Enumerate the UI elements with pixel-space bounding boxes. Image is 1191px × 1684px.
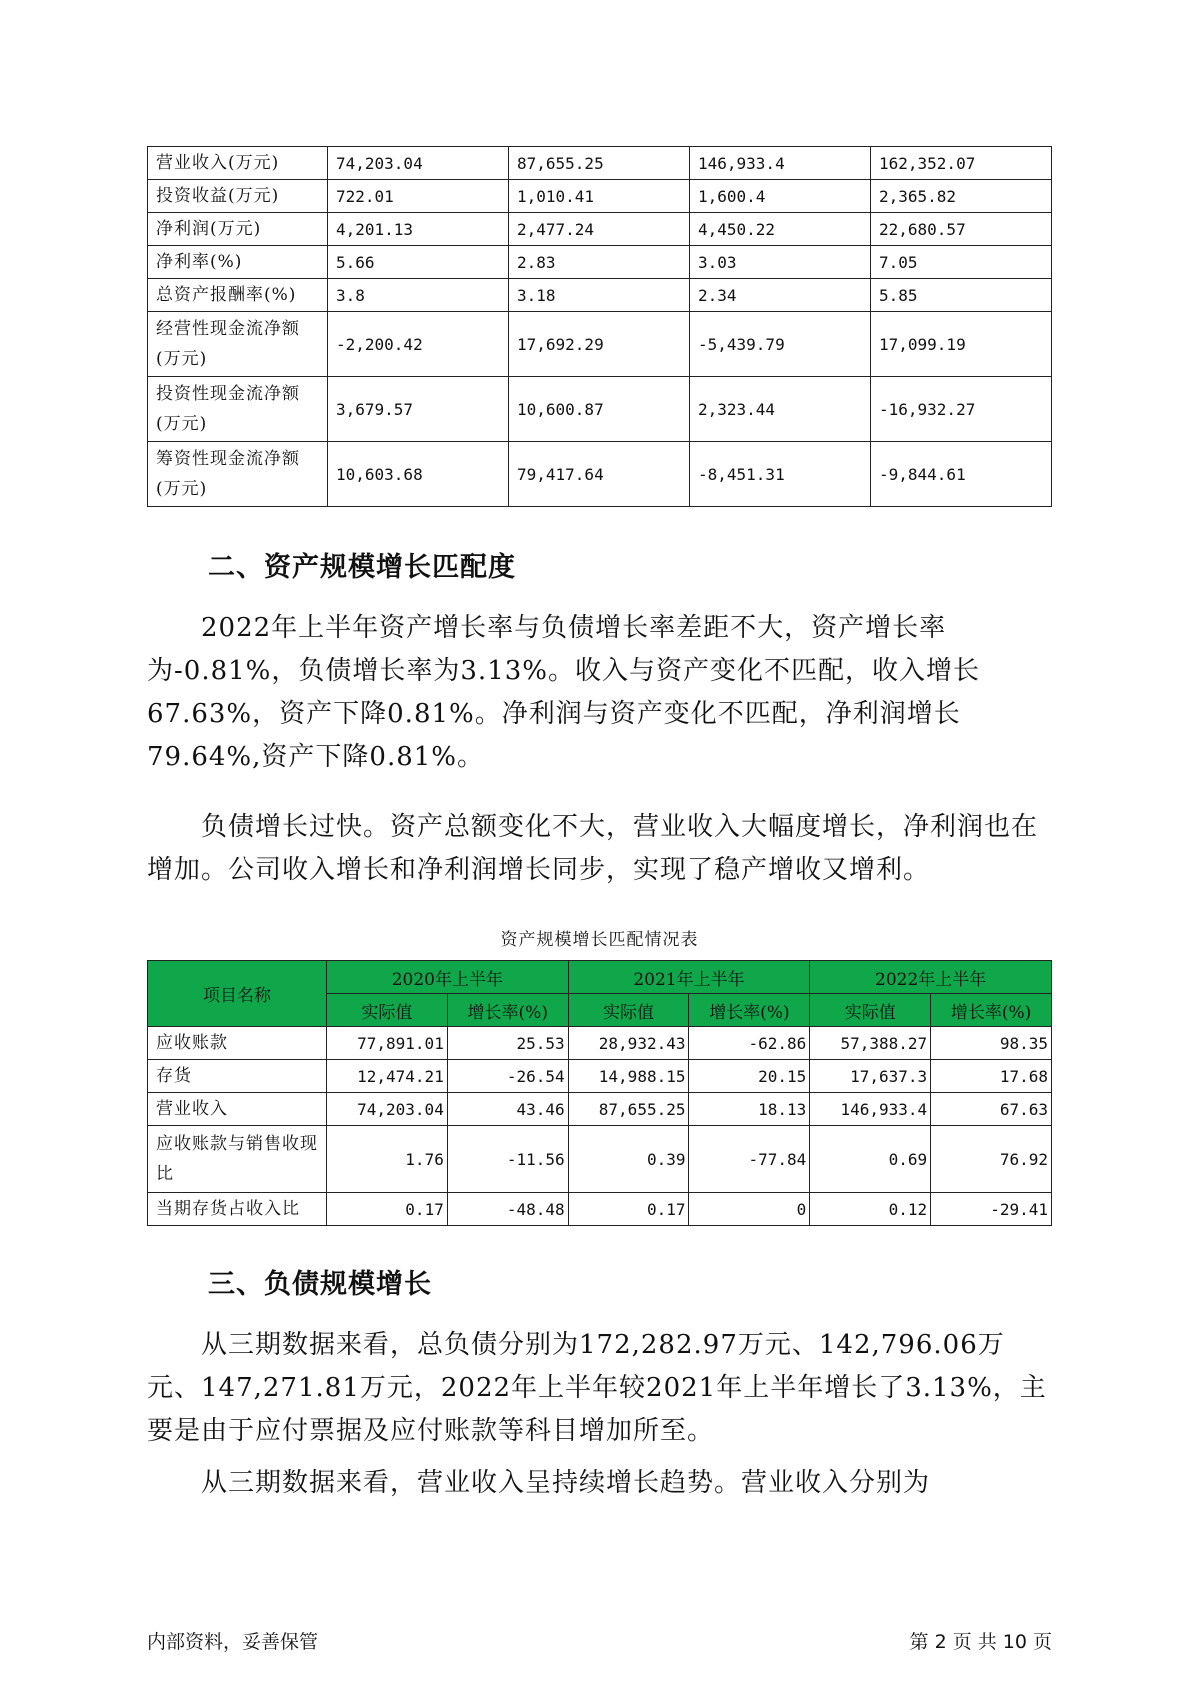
section-heading: 二、资产规模增长匹配度 — [208, 552, 516, 583]
table-cell: 3,679.57 — [328, 377, 509, 442]
table-cell: 87,655.25 — [568, 1093, 689, 1126]
table-cell: 76.92 — [931, 1126, 1052, 1193]
table-cell: 10,600.87 — [509, 377, 690, 442]
table-cell: 12,474.21 — [327, 1060, 448, 1093]
table-cell: 18.13 — [689, 1093, 810, 1126]
table-cell: -29.41 — [931, 1193, 1052, 1226]
table-header-row — [148, 961, 1052, 994]
table-cell: 25.53 — [447, 1027, 568, 1060]
table-cell: 5.66 — [328, 246, 509, 279]
row-label: 筹资性现金流净额(万元) — [148, 442, 328, 507]
table-cell: -62.86 — [689, 1027, 810, 1060]
table-cell: 0 — [689, 1193, 810, 1226]
table-cell: 3.8 — [328, 279, 509, 312]
table-cell: -5,439.79 — [690, 312, 871, 377]
table-row — [148, 1193, 1052, 1226]
table-cell: 2,477.24 — [509, 213, 690, 246]
table-cell: 10,603.68 — [328, 442, 509, 507]
row-label: 应收账款 — [148, 1027, 327, 1060]
row-label: 营业收入 — [148, 1093, 327, 1126]
table-cell: -16,932.27 — [871, 377, 1052, 442]
paragraph: 负债增长过快。资产总额变化不大，营业收入大幅度增长，净利润也在增加。公司收入增长和净利润增长同步，实现了稳产增收又增利。 — [147, 812, 1039, 885]
table-row — [148, 1093, 1052, 1126]
row-label: 营业收入(万元) — [148, 147, 328, 180]
asset-growth-match-table — [147, 960, 1052, 1226]
table-cell: -8,451.31 — [690, 442, 871, 507]
header-period: 2020年上半年 — [327, 961, 569, 994]
table-cell: 17.68 — [931, 1060, 1052, 1093]
row-label: 净利润(万元) — [148, 213, 328, 246]
row-label: 经营性现金流净额(万元) — [148, 312, 328, 377]
header-growth: 增长率(%) — [689, 994, 810, 1027]
table-cell: 20.15 — [689, 1060, 810, 1093]
header-item-name: 项目名称 — [148, 961, 327, 1027]
table-row — [148, 312, 1052, 377]
table-row — [148, 213, 1052, 246]
table-cell: -77.84 — [689, 1126, 810, 1193]
row-label: 总资产报酬率(%) — [148, 279, 328, 312]
header-period: 2022年上半年 — [810, 961, 1052, 994]
table-row — [148, 180, 1052, 213]
table-row — [148, 442, 1052, 507]
table-cell: 3.03 — [690, 246, 871, 279]
table-cell: 0.17 — [327, 1193, 448, 1226]
header-growth: 增长率(%) — [931, 994, 1052, 1027]
table-cell: 0.69 — [810, 1126, 931, 1193]
table-row — [148, 147, 1052, 180]
table-cell: 87,655.25 — [509, 147, 690, 180]
section-heading: 三、负债规模增长 — [208, 1269, 432, 1300]
row-label: 投资性现金流净额(万元) — [148, 377, 328, 442]
table-cell: 74,203.04 — [328, 147, 509, 180]
paragraph: 2022年上半年资产增长率与负债增长率差距不大，资产增长率为-0.81%，负债增长率为3.13%。收入与资产变化不匹配，收入增长67.63%，资产下降0.81%。净利润与资产变化不匹配，净利润增长79.64%,资产下降0.81%。 — [147, 613, 980, 772]
table-cell: 146,933.4 — [810, 1093, 931, 1126]
table-cell: -11.56 — [447, 1126, 568, 1193]
table-cell: 57,388.27 — [810, 1027, 931, 1060]
table-cell: 79,417.64 — [509, 442, 690, 507]
table-cell: 722.01 — [328, 180, 509, 213]
table-cell: -2,200.42 — [328, 312, 509, 377]
table-cell: 162,352.07 — [871, 147, 1052, 180]
paragraph: 从三期数据来看，总负债分别为172,282.97万元、142,796.06万元、147,271.81万元，2022年上半年较2021年上半年增长了3.13%，主要是由于应付票据及应付账款等科目增加所至。 — [147, 1330, 1047, 1446]
table-row — [148, 377, 1052, 442]
page-number: 第 2 页 共 10 页 — [909, 1631, 1052, 1653]
table-cell: 28,932.43 — [568, 1027, 689, 1060]
table-caption: 资产规模增长匹配情况表 — [500, 930, 699, 950]
row-label: 投资收益(万元) — [148, 180, 328, 213]
header-actual: 实际值 — [568, 994, 689, 1027]
table-cell: 3.18 — [509, 279, 690, 312]
table-cell: 4,450.22 — [690, 213, 871, 246]
table-cell: 5.85 — [871, 279, 1052, 312]
table-cell: 22,680.57 — [871, 213, 1052, 246]
footer-confidential-note: 内部资料，妥善保管 — [147, 1631, 319, 1653]
table-cell: 43.46 — [447, 1093, 568, 1126]
table-cell: 14,988.15 — [568, 1060, 689, 1093]
table-cell: -9,844.61 — [871, 442, 1052, 507]
financial-summary-table — [147, 146, 1052, 507]
row-label: 存货 — [148, 1060, 327, 1093]
row-label: 净利率(%) — [148, 246, 328, 279]
table-cell: 4,201.13 — [328, 213, 509, 246]
table-cell: 1,600.4 — [690, 180, 871, 213]
table-row — [148, 279, 1052, 312]
header-period: 2021年上半年 — [568, 961, 810, 994]
table-cell: 146,933.4 — [690, 147, 871, 180]
header-actual: 实际值 — [810, 994, 931, 1027]
table-cell: 74,203.04 — [327, 1093, 448, 1126]
table-cell: 7.05 — [871, 246, 1052, 279]
paragraph: 从三期数据来看，营业收入呈持续增长趋势。营业收入分别为 — [201, 1468, 931, 1498]
table-cell: 2,323.44 — [690, 377, 871, 442]
table-cell: 17,099.19 — [871, 312, 1052, 377]
table-cell: 1,010.41 — [509, 180, 690, 213]
table-cell: 77,891.01 — [327, 1027, 448, 1060]
table-row — [148, 1060, 1052, 1093]
table-cell: 0.17 — [568, 1193, 689, 1226]
header-growth: 增长率(%) — [447, 994, 568, 1027]
table-cell: 0.12 — [810, 1193, 931, 1226]
table-row — [148, 1027, 1052, 1060]
table-cell: 98.35 — [931, 1027, 1052, 1060]
table-row — [148, 1126, 1052, 1193]
row-label: 应收账款与销售收现比 — [148, 1126, 327, 1193]
table-cell: 1.76 — [327, 1126, 448, 1193]
table-cell: 17,637.3 — [810, 1060, 931, 1093]
table-row — [148, 246, 1052, 279]
table-cell: -26.54 — [447, 1060, 568, 1093]
header-actual: 实际值 — [327, 994, 448, 1027]
table-cell: 2.83 — [509, 246, 690, 279]
table-cell: 0.39 — [568, 1126, 689, 1193]
row-label: 当期存货占收入比 — [148, 1193, 327, 1226]
table-cell: 2.34 — [690, 279, 871, 312]
table-cell: -48.48 — [447, 1193, 568, 1226]
table-cell: 17,692.29 — [509, 312, 690, 377]
table-cell: 2,365.82 — [871, 180, 1052, 213]
table-cell: 67.63 — [931, 1093, 1052, 1126]
